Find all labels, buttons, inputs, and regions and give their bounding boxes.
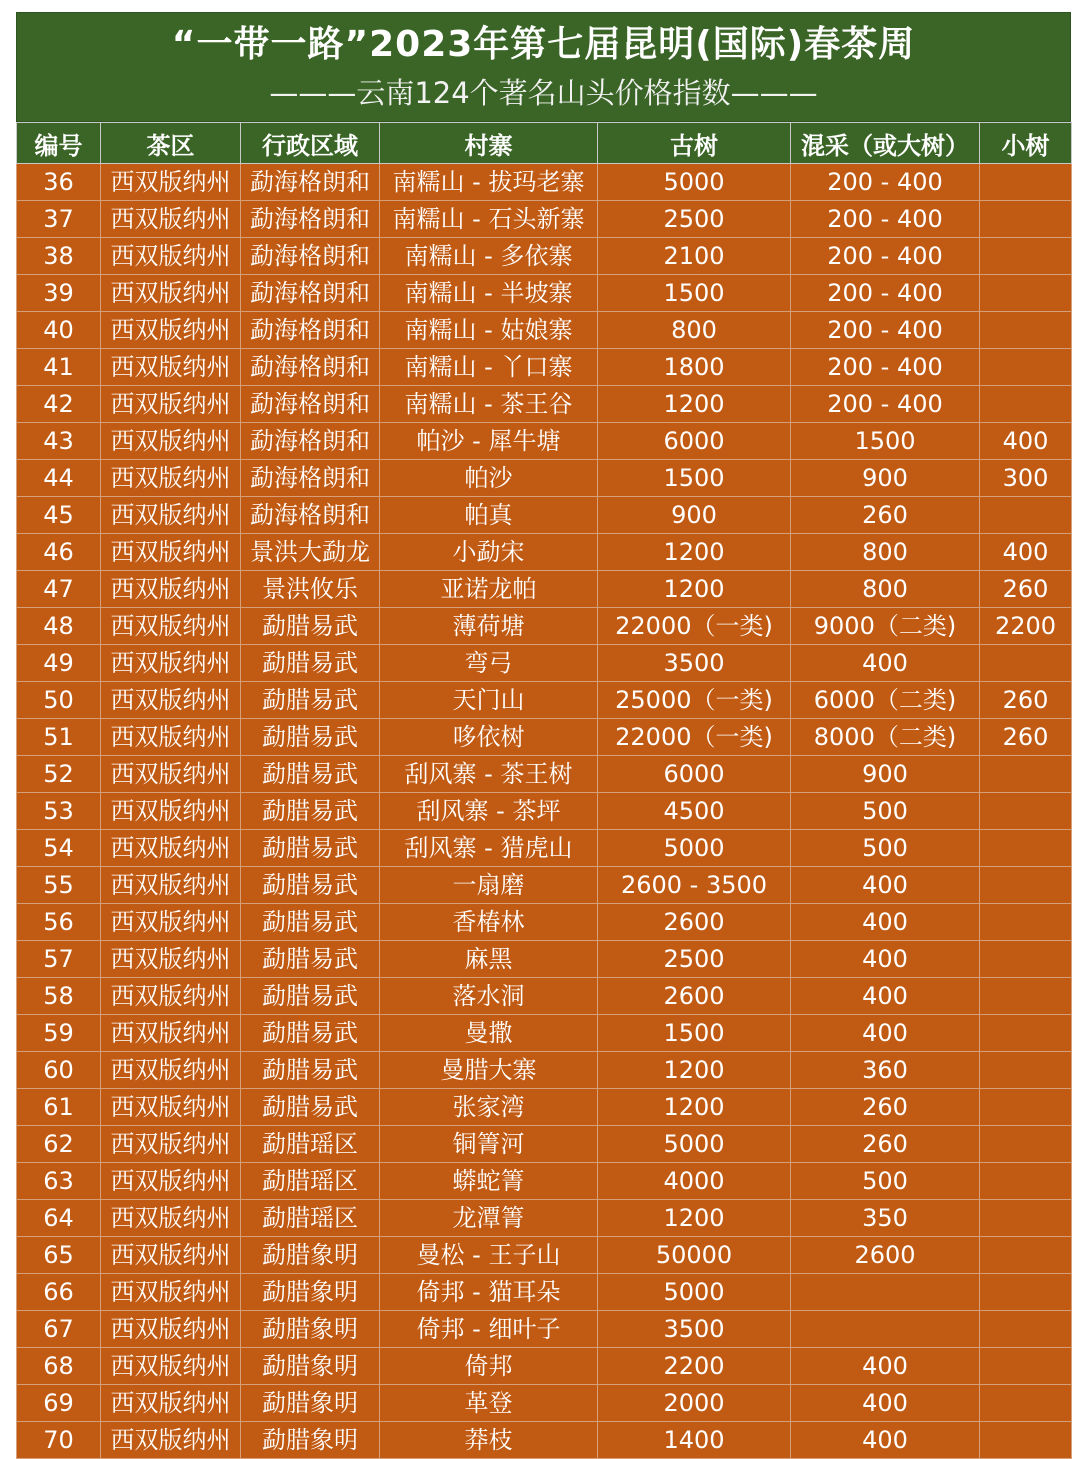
cell-admin-area: 勐腊象明: [241, 1348, 380, 1385]
cell-small-tree: [980, 1126, 1072, 1163]
cell-ancient-tree: 1200: [598, 1200, 791, 1237]
cell-tea-region: 西双版纳州: [101, 386, 241, 423]
table-row: [17, 1348, 1072, 1385]
table-row: [17, 571, 1072, 608]
table-row: [17, 1237, 1072, 1274]
cell-ancient-tree: 800: [598, 312, 791, 349]
cell-id: 65: [17, 1237, 101, 1274]
cell-ancient-tree: 900: [598, 497, 791, 534]
cell-small-tree: [980, 978, 1072, 1015]
table-row: [17, 386, 1072, 423]
cell-small-tree: [980, 1274, 1072, 1311]
cell-village: 刮风寨 - 猎虎山: [380, 830, 598, 867]
cell-tea-region: 西双版纳州: [101, 719, 241, 756]
cell-id: 43: [17, 423, 101, 460]
cell-tea-region: 西双版纳州: [101, 645, 241, 682]
cell-village: 一扇磨: [380, 867, 598, 904]
cell-tea-region: 西双版纳州: [101, 238, 241, 275]
cell-small-tree: [980, 349, 1072, 386]
cell-small-tree: [980, 830, 1072, 867]
header-admin-area: 行政区域: [241, 123, 380, 164]
cell-small-tree: [980, 164, 1072, 201]
cell-id: 41: [17, 349, 101, 386]
cell-small-tree: 260: [980, 719, 1072, 756]
cell-ancient-tree: 2500: [598, 201, 791, 238]
cell-mixed-picking: 400: [791, 941, 980, 978]
cell-id: 64: [17, 1200, 101, 1237]
cell-ancient-tree: 1400: [598, 1422, 791, 1459]
cell-mixed-picking: 2600: [791, 1237, 980, 1274]
cell-id: 68: [17, 1348, 101, 1385]
cell-admin-area: 勐海格朗和: [241, 423, 380, 460]
cell-small-tree: [980, 1422, 1072, 1459]
cell-ancient-tree: 2100: [598, 238, 791, 275]
cell-village: 南糯山 - 拔玛老寨: [380, 164, 598, 201]
cell-admin-area: 勐腊易武: [241, 941, 380, 978]
table-row: [17, 1385, 1072, 1422]
page-title: “一带一路”2023年第七届昆明(国际)春茶周: [171, 24, 916, 65]
cell-admin-area: 勐腊易武: [241, 1015, 380, 1052]
cell-mixed-picking: 500: [791, 1163, 980, 1200]
cell-small-tree: [980, 1200, 1072, 1237]
table-row: [17, 608, 1072, 645]
cell-village: 南糯山 - 半坡寨: [380, 275, 598, 312]
cell-mixed-picking: 9000（二类): [791, 608, 980, 645]
cell-tea-region: 西双版纳州: [101, 608, 241, 645]
cell-admin-area: 勐海格朗和: [241, 349, 380, 386]
cell-admin-area: 勐腊易武: [241, 756, 380, 793]
table-row: [17, 1274, 1072, 1311]
cell-village: 帕沙: [380, 460, 598, 497]
table-row: [17, 497, 1072, 534]
header-small-tree: 小树: [980, 123, 1072, 164]
cell-ancient-tree: 2500: [598, 941, 791, 978]
cell-village: 帕真: [380, 497, 598, 534]
cell-tea-region: 西双版纳州: [101, 793, 241, 830]
cell-ancient-tree: 6000: [598, 756, 791, 793]
cell-tea-region: 西双版纳州: [101, 201, 241, 238]
table-row: [17, 1089, 1072, 1126]
cell-admin-area: 勐腊易武: [241, 793, 380, 830]
cell-admin-area: 勐海格朗和: [241, 201, 380, 238]
cell-id: 54: [17, 830, 101, 867]
page-subtitle: ———云南124个著名山头价格指数———: [269, 76, 818, 110]
cell-id: 36: [17, 164, 101, 201]
cell-mixed-picking: 350: [791, 1200, 980, 1237]
cell-village: 铜箐河: [380, 1126, 598, 1163]
cell-village: 帕沙 - 犀牛塘: [380, 423, 598, 460]
cell-village: 天门山: [380, 682, 598, 719]
table-row: [17, 645, 1072, 682]
cell-mixed-picking: 400: [791, 904, 980, 941]
cell-small-tree: 400: [980, 534, 1072, 571]
table-row: [17, 941, 1072, 978]
cell-tea-region: 西双版纳州: [101, 1015, 241, 1052]
cell-tea-region: 西双版纳州: [101, 941, 241, 978]
cell-small-tree: [980, 1348, 1072, 1385]
cell-ancient-tree: 1800: [598, 349, 791, 386]
cell-ancient-tree: 4000: [598, 1163, 791, 1200]
cell-small-tree: 400: [980, 423, 1072, 460]
header-tea-region: 茶区: [101, 123, 241, 164]
cell-admin-area: 勐腊易武: [241, 867, 380, 904]
cell-ancient-tree: 4500: [598, 793, 791, 830]
cell-tea-region: 西双版纳州: [101, 312, 241, 349]
cell-admin-area: 景洪大勐龙: [241, 534, 380, 571]
cell-tea-region: 西双版纳州: [101, 1385, 241, 1422]
cell-id: 59: [17, 1015, 101, 1052]
cell-tea-region: 西双版纳州: [101, 1422, 241, 1459]
header-row: [17, 123, 1072, 164]
cell-admin-area: 勐腊易武: [241, 978, 380, 1015]
cell-ancient-tree: 1200: [598, 1089, 791, 1126]
cell-admin-area: 勐海格朗和: [241, 238, 380, 275]
cell-id: 53: [17, 793, 101, 830]
cell-admin-area: 勐海格朗和: [241, 497, 380, 534]
table-row: [17, 460, 1072, 497]
cell-village: 弯弓: [380, 645, 598, 682]
cell-id: 69: [17, 1385, 101, 1422]
cell-admin-area: 勐海格朗和: [241, 164, 380, 201]
cell-admin-area: 勐海格朗和: [241, 312, 380, 349]
cell-small-tree: [980, 497, 1072, 534]
cell-small-tree: [980, 756, 1072, 793]
table-row: [17, 978, 1072, 1015]
cell-mixed-picking: 400: [791, 645, 980, 682]
table-row: [17, 756, 1072, 793]
cell-tea-region: 西双版纳州: [101, 904, 241, 941]
cell-tea-region: 西双版纳州: [101, 682, 241, 719]
cell-admin-area: 勐海格朗和: [241, 386, 380, 423]
table-row: [17, 423, 1072, 460]
table-row: [17, 312, 1072, 349]
cell-village: 倚邦 - 细叶子: [380, 1311, 598, 1348]
cell-village: 刮风寨 - 茶坪: [380, 793, 598, 830]
cell-tea-region: 西双版纳州: [101, 349, 241, 386]
cell-id: 37: [17, 201, 101, 238]
table-row: [17, 238, 1072, 275]
cell-tea-region: 西双版纳州: [101, 1052, 241, 1089]
cell-small-tree: [980, 1052, 1072, 1089]
cell-small-tree: 2200: [980, 608, 1072, 645]
cell-mixed-picking: 400: [791, 1422, 980, 1459]
cell-id: 47: [17, 571, 101, 608]
cell-mixed-picking: 8000（二类): [791, 719, 980, 756]
cell-small-tree: [980, 312, 1072, 349]
table-row: [17, 1015, 1072, 1052]
cell-tea-region: 西双版纳州: [101, 1163, 241, 1200]
cell-tea-region: 西双版纳州: [101, 867, 241, 904]
header-ancient-tree: 古树: [598, 123, 791, 164]
cell-tea-region: 西双版纳州: [101, 571, 241, 608]
cell-admin-area: 勐腊易武: [241, 1052, 380, 1089]
title-banner: [16, 12, 1071, 122]
cell-mixed-picking: 400: [791, 867, 980, 904]
cell-admin-area: 勐腊象明: [241, 1311, 380, 1348]
cell-small-tree: [980, 1089, 1072, 1126]
cell-village: 南糯山 - 姑娘寨: [380, 312, 598, 349]
cell-ancient-tree: 1200: [598, 1052, 791, 1089]
cell-village: 麻黑: [380, 941, 598, 978]
cell-tea-region: 西双版纳州: [101, 978, 241, 1015]
cell-ancient-tree: 5000: [598, 1274, 791, 1311]
cell-village: 蟒蛇箐: [380, 1163, 598, 1200]
cell-village: 倚邦: [380, 1348, 598, 1385]
cell-ancient-tree: 6000: [598, 423, 791, 460]
header-mixed-picking: 混采（或大树）: [791, 123, 980, 164]
cell-admin-area: 勐腊瑶区: [241, 1200, 380, 1237]
cell-mixed-picking: 6000（二类): [791, 682, 980, 719]
cell-small-tree: [980, 867, 1072, 904]
cell-ancient-tree: 1200: [598, 534, 791, 571]
cell-tea-region: 西双版纳州: [101, 1200, 241, 1237]
cell-ancient-tree: 25000（一类): [598, 682, 791, 719]
cell-ancient-tree: 22000（一类): [598, 608, 791, 645]
cell-village: 革登: [380, 1385, 598, 1422]
cell-ancient-tree: 5000: [598, 164, 791, 201]
cell-admin-area: 勐腊易武: [241, 608, 380, 645]
cell-id: 46: [17, 534, 101, 571]
cell-ancient-tree: 2600 - 3500: [598, 867, 791, 904]
table-body: [17, 164, 1072, 1459]
cell-admin-area: 勐腊易武: [241, 830, 380, 867]
cell-id: 58: [17, 978, 101, 1015]
table-row: [17, 1163, 1072, 1200]
table-row: [17, 164, 1072, 201]
cell-mixed-picking: 400: [791, 1015, 980, 1052]
cell-admin-area: 勐腊易武: [241, 719, 380, 756]
cell-village: 龙潭箐: [380, 1200, 598, 1237]
cell-village: 亚诺龙帕: [380, 571, 598, 608]
cell-admin-area: 景洪攸乐: [241, 571, 380, 608]
cell-small-tree: [980, 386, 1072, 423]
cell-mixed-picking: 500: [791, 793, 980, 830]
cell-mixed-picking: 260: [791, 1089, 980, 1126]
cell-admin-area: 勐腊易武: [241, 682, 380, 719]
cell-id: 60: [17, 1052, 101, 1089]
cell-village: 香椿林: [380, 904, 598, 941]
table-row: [17, 201, 1072, 238]
cell-village: 哆依树: [380, 719, 598, 756]
cell-village: 南糯山 - 丫口寨: [380, 349, 598, 386]
table-row: [17, 682, 1072, 719]
cell-tea-region: 西双版纳州: [101, 275, 241, 312]
cell-tea-region: 西双版纳州: [101, 423, 241, 460]
cell-id: 55: [17, 867, 101, 904]
cell-admin-area: 勐腊象明: [241, 1422, 380, 1459]
cell-admin-area: 勐腊象明: [241, 1274, 380, 1311]
cell-mixed-picking: 500: [791, 830, 980, 867]
cell-id: 67: [17, 1311, 101, 1348]
cell-id: 40: [17, 312, 101, 349]
cell-id: 39: [17, 275, 101, 312]
cell-id: 52: [17, 756, 101, 793]
table-row: [17, 1422, 1072, 1459]
cell-village: 倚邦 - 猫耳朵: [380, 1274, 598, 1311]
cell-tea-region: 西双版纳州: [101, 1089, 241, 1126]
cell-mixed-picking: 200 - 400: [791, 238, 980, 275]
cell-village: 南糯山 - 多依寨: [380, 238, 598, 275]
cell-admin-area: 勐海格朗和: [241, 275, 380, 312]
cell-mixed-picking: 360: [791, 1052, 980, 1089]
cell-mixed-picking: 800: [791, 534, 980, 571]
cell-small-tree: 260: [980, 682, 1072, 719]
cell-admin-area: 勐海格朗和: [241, 460, 380, 497]
cell-id: 66: [17, 1274, 101, 1311]
cell-ancient-tree: 22000（一类): [598, 719, 791, 756]
cell-mixed-picking: 200 - 400: [791, 275, 980, 312]
cell-tea-region: 西双版纳州: [101, 497, 241, 534]
cell-ancient-tree: 2600: [598, 904, 791, 941]
cell-ancient-tree: 5000: [598, 830, 791, 867]
cell-small-tree: [980, 904, 1072, 941]
table-row: [17, 793, 1072, 830]
table-row: [17, 534, 1072, 571]
cell-tea-region: 西双版纳州: [101, 1311, 241, 1348]
cell-village: 小勐宋: [380, 534, 598, 571]
cell-admin-area: 勐腊易武: [241, 904, 380, 941]
cell-id: 44: [17, 460, 101, 497]
cell-ancient-tree: 2600: [598, 978, 791, 1015]
cell-mixed-picking: 400: [791, 1385, 980, 1422]
table-row: [17, 1200, 1072, 1237]
cell-small-tree: 260: [980, 571, 1072, 608]
cell-admin-area: 勐腊象明: [241, 1237, 380, 1274]
cell-id: 63: [17, 1163, 101, 1200]
cell-village: 张家湾: [380, 1089, 598, 1126]
cell-ancient-tree: 3500: [598, 1311, 791, 1348]
cell-admin-area: 勐腊瑶区: [241, 1126, 380, 1163]
cell-tea-region: 西双版纳州: [101, 534, 241, 571]
cell-id: 48: [17, 608, 101, 645]
table-row: [17, 1052, 1072, 1089]
cell-tea-region: 西双版纳州: [101, 1348, 241, 1385]
cell-village: 曼腊大寨: [380, 1052, 598, 1089]
cell-mixed-picking: 260: [791, 1126, 980, 1163]
cell-mixed-picking: 900: [791, 460, 980, 497]
cell-tea-region: 西双版纳州: [101, 756, 241, 793]
table-row: [17, 867, 1072, 904]
cell-village: 南糯山 - 石头新寨: [380, 201, 598, 238]
cell-village: 薄荷塘: [380, 608, 598, 645]
cell-ancient-tree: 5000: [598, 1126, 791, 1163]
cell-tea-region: 西双版纳州: [101, 460, 241, 497]
price-index-sheet: [16, 12, 1071, 1459]
cell-id: 61: [17, 1089, 101, 1126]
cell-small-tree: [980, 793, 1072, 830]
cell-mixed-picking: 400: [791, 1348, 980, 1385]
cell-small-tree: [980, 941, 1072, 978]
cell-small-tree: [980, 201, 1072, 238]
price-table: [16, 122, 1072, 1459]
cell-small-tree: [980, 275, 1072, 312]
cell-tea-region: 西双版纳州: [101, 1274, 241, 1311]
cell-small-tree: [980, 238, 1072, 275]
table-row: [17, 719, 1072, 756]
cell-id: 49: [17, 645, 101, 682]
cell-ancient-tree: 50000: [598, 1237, 791, 1274]
cell-village: 曼松 - 王子山: [380, 1237, 598, 1274]
cell-small-tree: [980, 1237, 1072, 1274]
cell-mixed-picking: 200 - 400: [791, 164, 980, 201]
cell-id: 42: [17, 386, 101, 423]
cell-tea-region: 西双版纳州: [101, 830, 241, 867]
cell-village: 曼撒: [380, 1015, 598, 1052]
cell-ancient-tree: 1500: [598, 1015, 791, 1052]
cell-small-tree: 300: [980, 460, 1072, 497]
header-id: 编号: [17, 123, 101, 164]
cell-mixed-picking: 200 - 400: [791, 201, 980, 238]
cell-village: 莽枝: [380, 1422, 598, 1459]
cell-small-tree: [980, 1015, 1072, 1052]
cell-mixed-picking: 200 - 400: [791, 312, 980, 349]
cell-admin-area: 勐腊象明: [241, 1385, 380, 1422]
cell-ancient-tree: 1200: [598, 386, 791, 423]
cell-mixed-picking: 260: [791, 497, 980, 534]
cell-id: 70: [17, 1422, 101, 1459]
table-row: [17, 904, 1072, 941]
cell-mixed-picking: 400: [791, 978, 980, 1015]
table-row: [17, 1311, 1072, 1348]
cell-tea-region: 西双版纳州: [101, 164, 241, 201]
cell-mixed-picking: 200 - 400: [791, 349, 980, 386]
table-row: [17, 349, 1072, 386]
cell-mixed-picking: 900: [791, 756, 980, 793]
cell-mixed-picking: 200 - 400: [791, 386, 980, 423]
cell-ancient-tree: 2200: [598, 1348, 791, 1385]
cell-ancient-tree: 1500: [598, 460, 791, 497]
table-row: [17, 830, 1072, 867]
cell-id: 51: [17, 719, 101, 756]
header-village: 村寨: [380, 123, 598, 164]
cell-mixed-picking: [791, 1274, 980, 1311]
cell-ancient-tree: 2000: [598, 1385, 791, 1422]
cell-id: 50: [17, 682, 101, 719]
cell-ancient-tree: 1500: [598, 275, 791, 312]
cell-small-tree: [980, 1385, 1072, 1422]
cell-tea-region: 西双版纳州: [101, 1237, 241, 1274]
cell-village: 南糯山 - 茶王谷: [380, 386, 598, 423]
cell-village: 落水洞: [380, 978, 598, 1015]
cell-admin-area: 勐腊易武: [241, 1089, 380, 1126]
cell-tea-region: 西双版纳州: [101, 1126, 241, 1163]
cell-small-tree: [980, 645, 1072, 682]
table-row: [17, 1126, 1072, 1163]
cell-id: 56: [17, 904, 101, 941]
table-row: [17, 275, 1072, 312]
cell-village: 刮风寨 - 茶王树: [380, 756, 598, 793]
cell-mixed-picking: 1500: [791, 423, 980, 460]
cell-ancient-tree: 1200: [598, 571, 791, 608]
cell-mixed-picking: [791, 1311, 980, 1348]
cell-admin-area: 勐腊易武: [241, 645, 380, 682]
cell-id: 62: [17, 1126, 101, 1163]
cell-small-tree: [980, 1311, 1072, 1348]
cell-id: 38: [17, 238, 101, 275]
cell-id: 45: [17, 497, 101, 534]
cell-id: 57: [17, 941, 101, 978]
cell-small-tree: [980, 1163, 1072, 1200]
cell-admin-area: 勐腊瑶区: [241, 1163, 380, 1200]
cell-ancient-tree: 3500: [598, 645, 791, 682]
cell-mixed-picking: 800: [791, 571, 980, 608]
